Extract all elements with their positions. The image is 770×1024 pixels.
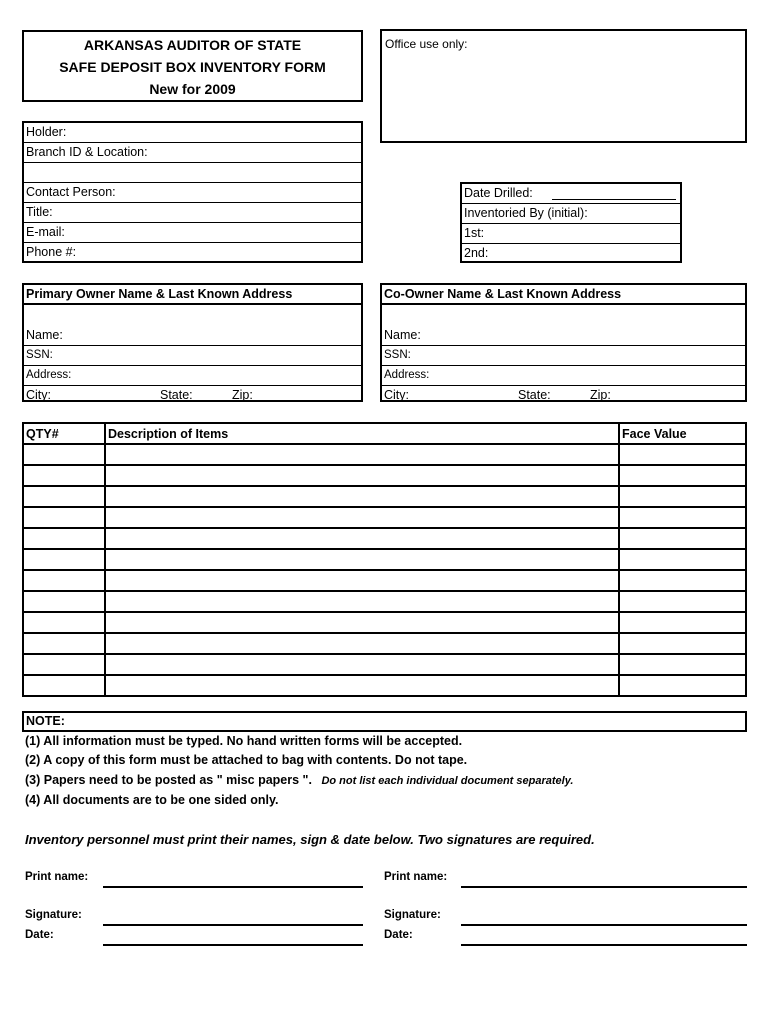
qty-cell[interactable] [23,549,105,570]
note-label: NOTE: [26,714,65,728]
table-row[interactable] [23,465,746,486]
note-3-italic: Do not list each individual document separately. [321,775,574,787]
co-owner-city-label: City: [384,388,409,402]
print-name-line-right[interactable] [461,886,747,888]
items-table-body [23,444,746,696]
primary-owner-city-row[interactable] [24,386,361,405]
face-value-cell[interactable] [619,675,746,696]
phone-field[interactable]: Phone #: [26,245,77,259]
print-name-label-right: Print name: [384,871,448,883]
table-row[interactable] [23,486,746,507]
signature-label-left: Signature: [25,909,82,921]
note-3 [25,773,573,787]
primary-owner-city-label: City: [26,388,51,402]
qty-cell[interactable] [23,528,105,549]
inventory-instruction: Inventory personnel must print their names, sign & date below. Two signatures are required. [25,832,595,847]
branch-field-continued[interactable] [24,163,361,183]
branch-field[interactable]: Branch ID & Location: [24,143,361,163]
date-drilled-underline [552,199,676,200]
co-owner-block [380,283,747,402]
inventoried-by-field[interactable]: Inventoried By (initial): [462,204,680,224]
face-value-cell[interactable] [619,612,746,633]
qty-cell[interactable] [23,591,105,612]
co-owner-header: Co-Owner Name & Last Known Address [382,285,745,305]
face-value-cell[interactable] [619,444,746,465]
print-name-label-left: Print name: [25,871,89,883]
face-value-cell[interactable] [619,549,746,570]
description-cell[interactable] [105,549,619,570]
qty-cell[interactable] [23,486,105,507]
table-row[interactable] [23,570,746,591]
print-name-line-left[interactable] [103,886,363,888]
primary-owner-block [22,283,363,402]
note-2: (2) A copy of this form must be attached to bag with contents. Do not tape. [25,753,468,767]
qty-cell[interactable] [23,675,105,696]
co-owner-city-row[interactable] [382,386,745,405]
office-use-label: Office use only: [385,37,468,51]
description-cell[interactable] [105,507,619,528]
table-row[interactable] [23,675,746,696]
qty-cell[interactable] [23,570,105,591]
description-cell[interactable] [105,570,619,591]
table-row[interactable] [23,591,746,612]
face-value-cell[interactable] [619,570,746,591]
primary-owner-name-field[interactable]: Name: [24,326,361,346]
date-line-right[interactable] [461,944,747,946]
description-cell[interactable] [105,633,619,654]
description-cell[interactable] [105,486,619,507]
holder-field[interactable]: Holder: [24,123,361,143]
first-initial-field[interactable]: 1st: [462,224,680,244]
items-table-header [23,423,746,444]
description-cell[interactable] [105,528,619,549]
table-row[interactable] [23,444,746,465]
items-table [22,422,747,697]
face-value-cell[interactable] [619,486,746,507]
face-value-cell[interactable] [619,465,746,486]
qty-cell[interactable] [23,444,105,465]
date-drilled-label: Date Drilled: [464,186,533,200]
description-cell[interactable] [105,675,619,696]
holder-block [22,121,363,263]
description-cell[interactable] [105,654,619,675]
date-label-right: Date: [384,929,413,941]
table-row[interactable] [23,528,746,549]
form-title-line2: SAFE DEPOSIT BOX INVENTORY FORM [59,59,326,75]
face-value-cell[interactable] [619,507,746,528]
note-box [22,711,747,732]
face-value-cell[interactable] [619,633,746,654]
note-4: (4) All documents are to be one sided only. [25,793,279,807]
co-owner-zip-label: Zip: [590,388,611,402]
primary-owner-address-field[interactable]: Address: [24,366,361,386]
note-1: (1) All information must be typed. No hand written forms will be accepted. [25,734,463,748]
face-value-cell[interactable] [619,528,746,549]
form-title-box [22,30,363,102]
description-cell[interactable] [105,591,619,612]
qty-cell[interactable] [23,507,105,528]
qty-cell[interactable] [23,465,105,486]
title-field[interactable]: Title: [24,203,361,223]
co-owner-name-field[interactable]: Name: [382,326,745,346]
description-cell[interactable] [105,444,619,465]
form-title-line1: ARKANSAS AUDITOR OF STATE [83,37,302,53]
date-line-left[interactable] [103,944,363,946]
qty-cell[interactable] [23,612,105,633]
signature-line-right[interactable] [461,924,747,926]
co-owner-ssn-field[interactable]: SSN: [382,346,745,366]
table-row[interactable] [23,612,746,633]
primary-owner-zip-label: Zip: [232,388,253,402]
drill-block [460,182,682,263]
face-value-cell[interactable] [619,591,746,612]
email-field[interactable]: E-mail: [24,223,361,243]
second-initial-field[interactable]: 2nd: [464,246,489,260]
table-row[interactable] [23,633,746,654]
qty-cell[interactable] [23,633,105,654]
description-cell[interactable] [105,465,619,486]
description-column-header: Description of Items [105,423,619,444]
co-owner-address-field[interactable]: Address: [382,366,745,386]
table-row[interactable] [23,654,746,675]
qty-cell[interactable] [23,654,105,675]
date-label-left: Date: [25,929,54,941]
qty-column-header: QTY# [23,423,105,444]
primary-owner-ssn-field[interactable]: SSN: [24,346,361,366]
description-cell[interactable] [105,612,619,633]
office-use-box[interactable] [380,29,747,143]
face-value-cell[interactable] [619,654,746,675]
note-3-text: (3) Papers need to be posted as " misc papers ". [25,773,312,787]
date-drilled-field[interactable] [462,184,680,204]
signature-label-right: Signature: [384,909,441,921]
contact-person-field[interactable]: Contact Person: [24,183,361,203]
signature-line-left[interactable] [103,924,363,926]
primary-owner-state-label: State: [160,388,193,402]
table-row[interactable] [23,507,746,528]
form-title-line3: New for 2009 [149,81,236,97]
table-row[interactable] [23,549,746,570]
face-value-column-header: Face Value [619,423,746,444]
co-owner-state-label: State: [518,388,551,402]
primary-owner-header: Primary Owner Name & Last Known Address [24,285,361,305]
